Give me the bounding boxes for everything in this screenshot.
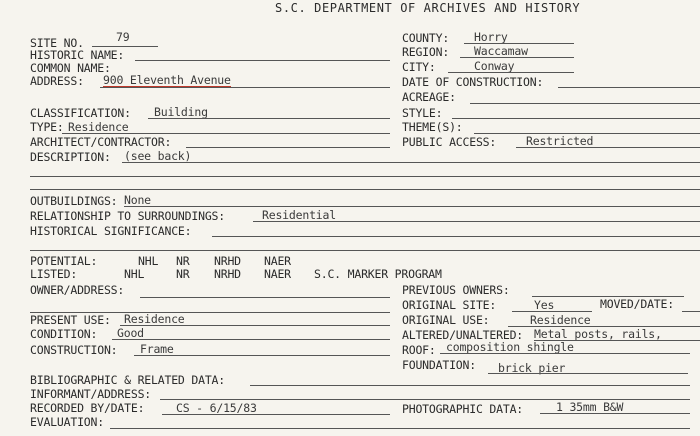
condition-line xyxy=(112,339,390,340)
architect-line xyxy=(186,147,390,148)
original-site-label: ORIGINAL SITE: xyxy=(402,298,497,312)
condition-value: Good xyxy=(117,326,144,340)
type-line xyxy=(62,133,390,134)
photographic-data-line xyxy=(540,413,690,414)
roof-line xyxy=(440,353,690,354)
common-name-label: COMMON NAME: xyxy=(30,61,111,75)
site-no-label: SITE NO. xyxy=(30,36,84,50)
condition-label: CONDITION: xyxy=(30,327,98,341)
recorded-value: CS - 6/15/83 xyxy=(176,401,257,415)
original-site-line xyxy=(512,311,592,312)
potential-nr: NR xyxy=(176,254,190,268)
photographic-data-value: 1 35mm B&W xyxy=(556,400,624,414)
foundation-line xyxy=(488,373,688,374)
public-access-value: Restricted xyxy=(526,134,594,148)
address-label: ADDRESS: xyxy=(30,74,84,88)
region-value: Waccamaw xyxy=(474,44,528,58)
significance-line-1 xyxy=(212,236,700,237)
construction-value: Frame xyxy=(140,342,174,356)
classification-label: CLASSIFICATION: xyxy=(30,106,131,120)
public-access-label: PUBLIC ACCESS: xyxy=(402,135,497,149)
original-use-label: ORIGINAL USE: xyxy=(402,313,490,327)
foundation-label: FOUNDATION: xyxy=(402,358,476,372)
owner-label: OWNER/ADDRESS: xyxy=(30,283,125,297)
region-line xyxy=(460,57,574,58)
type-value: Residence xyxy=(68,120,129,134)
city-label: CITY: xyxy=(402,60,436,74)
historic-name-label: HISTORIC NAME: xyxy=(30,48,125,62)
outbuildings-label: OUTBUILDINGS: xyxy=(30,194,118,208)
construction-label: CONSTRUCTION: xyxy=(30,343,118,357)
present-use-line xyxy=(120,325,390,326)
style-label: STYLE: xyxy=(402,106,443,120)
present-use-label: PRESENT USE: xyxy=(30,313,111,327)
type-label: TYPE: xyxy=(30,120,64,134)
listed-nhl: NHL xyxy=(124,267,145,281)
classification-line xyxy=(148,118,390,119)
moved-date-label: MOVED/DATE: xyxy=(600,297,674,311)
original-site-value: Yes xyxy=(534,298,555,312)
evaluation-line xyxy=(110,428,690,429)
description-line-3 xyxy=(30,189,700,190)
region-label: REGION: xyxy=(402,45,450,59)
listed-label: LISTED: xyxy=(30,267,78,281)
description-line-1 xyxy=(122,162,700,163)
site-no-line xyxy=(92,46,158,47)
description-line-2 xyxy=(30,176,700,177)
date-construction-label: DATE OF CONSTRUCTION: xyxy=(402,75,544,89)
classification-value: Building xyxy=(154,105,208,119)
roof-label: ROOF: xyxy=(402,343,436,357)
historic-name-line xyxy=(135,60,390,61)
biblio-line xyxy=(250,385,690,386)
potential-naer: NAER xyxy=(264,254,291,268)
previous-owners-label: PREVIOUS OWNERS: xyxy=(402,283,510,297)
outbuildings-value: None xyxy=(124,193,151,207)
city-value: Conway xyxy=(474,59,515,73)
acreage-line xyxy=(470,103,700,104)
biblio-label: BIBLIOGRAPHIC & RELATED DATA: xyxy=(30,373,225,387)
altered-value: Metal posts, rails, xyxy=(534,327,662,341)
public-access-line xyxy=(516,147,700,148)
outbuildings-line xyxy=(124,206,700,207)
listed-naer: NAER xyxy=(264,267,291,281)
original-use-value: Residence xyxy=(530,313,591,327)
address-value: 900 Eleventh Avenue xyxy=(103,73,231,87)
recorded-label: RECORDED BY/DATE: xyxy=(30,401,145,415)
acreage-label: ACREAGE: xyxy=(402,90,456,104)
foundation-value: brick pier xyxy=(498,361,566,375)
roof-value: composition shingle xyxy=(446,340,574,354)
county-value: Horry xyxy=(474,30,508,44)
relationship-value: Residential xyxy=(262,208,336,222)
site-no-value: 79 xyxy=(116,30,130,44)
listed-nrhd: NRHD xyxy=(214,267,241,281)
construction-line xyxy=(134,355,390,356)
description-value: (see back) xyxy=(124,149,192,163)
informant-label: INFORMANT/ADDRESS: xyxy=(30,387,152,401)
evaluation-label: EVALUATION: xyxy=(30,415,104,429)
description-label: DESCRIPTION: xyxy=(30,150,111,164)
significance-line-2 xyxy=(30,250,700,251)
city-line xyxy=(448,72,574,73)
marker-program-label: S.C. MARKER PROGRAM xyxy=(314,267,442,281)
form-header: S.C. DEPARTMENT OF ARCHIVES AND HISTORY xyxy=(275,1,581,15)
potential-nhl: NHL xyxy=(138,254,159,268)
relationship-line xyxy=(253,221,700,222)
moved-date-line xyxy=(682,311,700,312)
address-line xyxy=(100,87,390,88)
listed-nr: NR xyxy=(176,267,190,281)
architect-label: ARCHITECT/CONTRACTOR: xyxy=(30,135,172,149)
potential-nrhd: NRHD xyxy=(214,254,241,268)
potential-label: POTENTIAL: xyxy=(30,254,98,268)
county-label: COUNTY: xyxy=(402,31,450,45)
themes-label: THEME(S): xyxy=(402,120,463,134)
recorded-line xyxy=(162,414,390,415)
altered-label: ALTERED/UNALTERED: xyxy=(402,328,524,342)
relationship-label: RELATIONSHIP TO SURROUNDINGS: xyxy=(30,209,225,223)
style-line xyxy=(452,118,700,119)
photographic-data-label: PHOTOGRAPHIC DATA: xyxy=(402,402,524,416)
present-use-value: Residence xyxy=(124,312,185,326)
owner-line-1 xyxy=(140,297,390,298)
date-construction-line xyxy=(558,87,700,88)
significance-label: HISTORICAL SIGNIFICANCE: xyxy=(30,224,192,238)
